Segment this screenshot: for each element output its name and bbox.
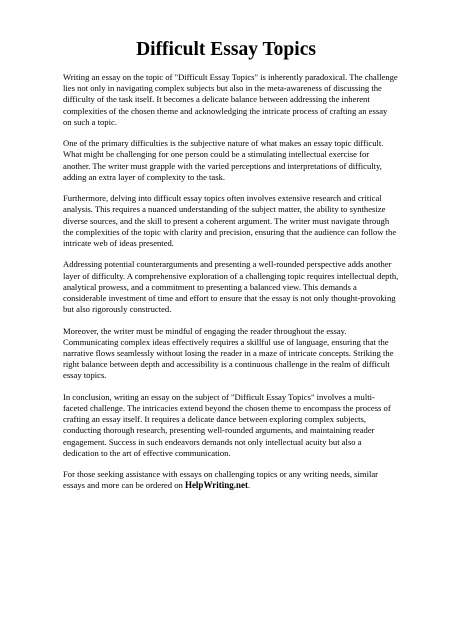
paragraph-line: narrative flows seamlessly without losing the reader in a maze of intricate concepts. Striking the <box>63 348 394 359</box>
body-paragraph <box>63 259 399 315</box>
paragraph-line: One of the primary difficulties is the subjective nature of what makes an essay topic difficult. <box>63 138 384 149</box>
paragraph-line: Moreover, the writer must be mindful of engaging the reader throughout the essay. <box>63 325 347 336</box>
paragraph-line: diverse sources, and the skill to present a coherent argument. The writer must navigate through <box>63 215 390 226</box>
paragraph-line: faceted challenge. The intricacies extend beyond the chosen theme to encompass the process of <box>63 403 391 414</box>
document-body <box>63 72 399 502</box>
paragraph-line: conducting thorough research, presenting well-rounded arguments, and maintaining reader <box>63 425 375 436</box>
body-paragraph <box>63 138 393 183</box>
paragraph-line: engagement. Success in such endeavors demands not only intellectual acuity but also a <box>63 436 362 447</box>
paragraph-line: Addressing potential counterarguments and presenting a well-rounded perspective adds another <box>63 259 392 270</box>
paragraph-line: but also rigorously constructed. <box>63 304 172 315</box>
closing-text: essays and more can be ordered on <box>63 480 185 491</box>
paragraph-line: Communicating complex ideas effectively requires a skillful use of language, ensuring that the <box>63 336 389 347</box>
body-paragraph <box>63 392 393 459</box>
paragraph-line: essay topics. <box>63 370 107 381</box>
paragraph-line: analysis. This requires a nuanced understanding of the subject matter, the ability to synthesize <box>63 204 386 215</box>
closing-line <box>63 480 393 491</box>
closing-paragraph <box>63 469 393 491</box>
paragraph-list <box>63 72 399 459</box>
paragraph-line: Writing an essay on the topic of "Difficult Essay Topics" is inherently paradoxical. The challenge <box>63 72 398 82</box>
paragraph-line: right balance between depth and accessibility is a continuous challenge in the realm of difficult <box>63 359 390 370</box>
paragraph-line: the complexities of the topic with clarity and precision, ensuring that the audience can follow the <box>63 226 397 237</box>
paragraph-line: intricate web of ideas presented. <box>63 238 174 249</box>
helpwriting-link[interactable]: HelpWriting.net <box>184 480 249 491</box>
paragraph-line: crafting an essay itself. It requires a delicate dance between exploring complex subjects, <box>63 414 367 425</box>
paragraph-line: Furthermore, delving into difficult essay topics often involves extensive research and critical <box>63 193 382 204</box>
paragraph-line: complexities of the chosen theme and acknowledging the intricate process of crafting an essay <box>63 105 388 116</box>
paragraph-line: lies not only in navigating complex subjects but also in the meta-awareness of discussing the <box>63 83 382 94</box>
paragraph-line: adding an extra layer of complexity to the task. <box>63 171 226 182</box>
closing-period: . <box>248 480 251 491</box>
paragraph-line: on such a topic. <box>63 116 117 127</box>
paragraph-line: In conclusion, writing an essay on the subject of "Difficult Essay Topics" involves a multi- <box>63 391 375 402</box>
paragraph-line: What might be challenging for one person could be a stimulating intellectual exercise for <box>63 149 370 160</box>
paragraph-line: considerable investment of time and effort to ensure that the essay is not only thought-provoking <box>63 293 396 304</box>
closing-line: For those seeking assistance with essays on challenging topics or any writing needs, similar <box>63 469 379 480</box>
body-paragraph <box>63 193 397 249</box>
paragraph-line: difficulty of the task itself. It becomes a delicate balance between addressing the inherent <box>63 94 370 105</box>
paragraph-line: dedication to the art of effective communication. <box>63 447 231 458</box>
body-paragraph <box>63 326 393 382</box>
paragraph-line: another. The writer must grapple with the varied perceptions and interpretations of difficulty, <box>63 160 382 171</box>
paragraph-line: analytical prowess, and a commitment to presenting a balanced view. This demands a <box>63 281 357 292</box>
document-title: Difficult Essay Topics <box>136 39 316 60</box>
body-paragraph <box>63 72 398 128</box>
paragraph-line: layer of difficulty. A comprehensive exploration of a challenging topic requires intellectual depth, <box>63 270 399 281</box>
